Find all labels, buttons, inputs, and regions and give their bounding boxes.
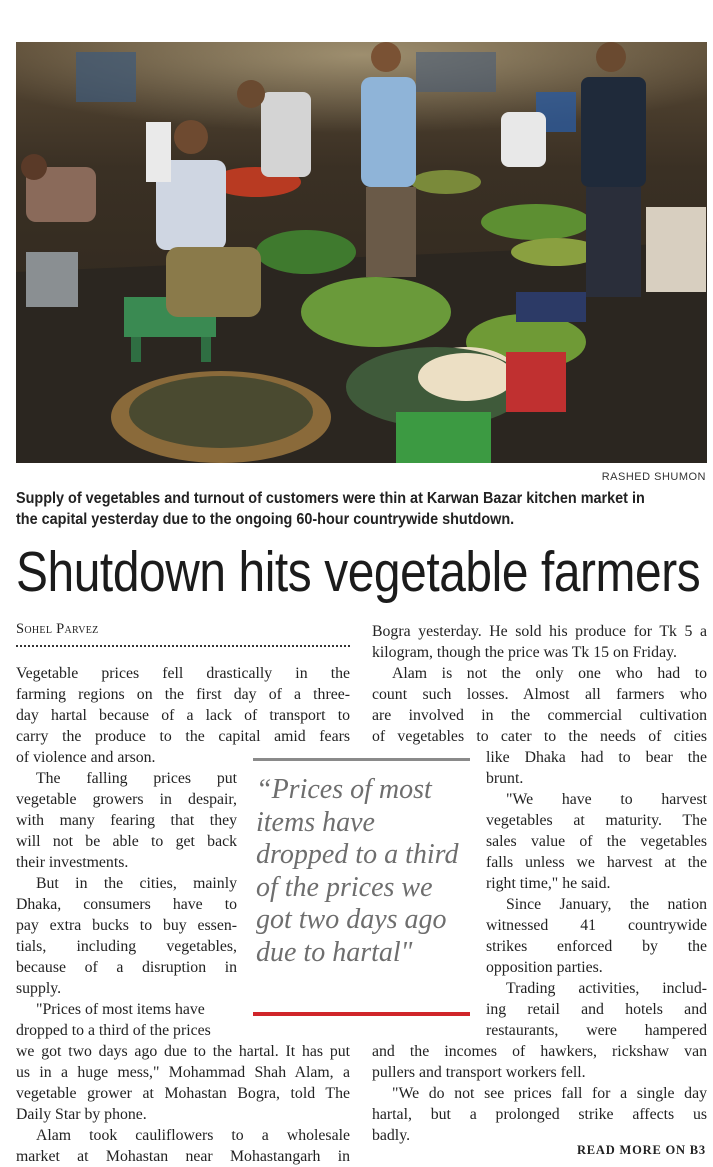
text-line: Bogra yesterday. He sold his produce for Tk 5 a [372, 623, 707, 640]
text-line: Since January, the nation [506, 896, 707, 913]
text-line: kilogram, though the price was Tk 15 on Friday. [372, 644, 677, 661]
text-line: us in a huge mess," Mohammad Shah Alam, a [16, 1064, 350, 1081]
text-line: "Prices of most items have [36, 1001, 205, 1018]
text-line: supply. [16, 980, 62, 997]
text-line: strikes enforced by the [486, 938, 707, 955]
market-photo [16, 42, 707, 463]
text-line: their investments. [16, 854, 129, 871]
text-line: right time," he said. [486, 875, 611, 892]
text-line: hartal, but a prolonged strike affects us [372, 1106, 707, 1123]
text-line: of vegetables to cater to the needs of cities [372, 728, 707, 745]
text-line: with many fearing that they [16, 812, 237, 829]
text-line: brunt. [486, 770, 524, 787]
text-line: pay extra bucks to buy essen- [16, 917, 237, 934]
text-line: Vegetable prices fell drastically in the [16, 665, 350, 682]
pull-quote: “Prices of most items have dropped to a third of the prices we got two days ago due to hartal" [256, 774, 459, 968]
text-line: The falling prices put [36, 770, 237, 787]
text-line: vegetable growers in despair, [16, 791, 237, 808]
text-line: Alam took cauliflowers to a wholesale [36, 1127, 350, 1144]
text-line: carry the produce to the capital amid fears [16, 728, 350, 745]
text-line: Daily Star by phone. [16, 1106, 147, 1123]
text-line: and the incomes of hawkers, rickshaw van [372, 1043, 707, 1060]
text-line: Alam is not the only one who had to [392, 665, 707, 682]
text-line: dropped to a third of the prices [16, 1022, 211, 1039]
text-line: farming regions on the first day of a three- [16, 686, 350, 703]
text-line: count such losses. Almost all farmers who [372, 686, 707, 703]
text-line: Dhaka, consumers have to [16, 896, 237, 913]
text-line: we got two days ago due to the hartal. It has put [16, 1043, 350, 1060]
text-line: will not be able to get back [16, 833, 237, 850]
pull-quote-bottom-rule [253, 1012, 470, 1016]
text-line: market at Mohastan near Mohastangarh in [16, 1148, 350, 1165]
text-line: tials, including vegetables, [16, 938, 237, 955]
text-line: of violence and arson. [16, 749, 156, 766]
pull-quote-top-rule [253, 758, 470, 761]
text-line: are involved in the commercial cultivation [372, 707, 707, 724]
text-line: But in the cities, mainly [36, 875, 237, 892]
text-line: pullers and transport workers fell. [372, 1064, 586, 1081]
photo-credit: RASHED SHUMON [601, 471, 706, 483]
text-line: because of a disruption in [16, 959, 237, 976]
read-more-link[interactable]: READ MORE ON B3 [576, 1143, 706, 1157]
market-photo-illustration [16, 42, 707, 463]
text-line: vegetable grower at Mohastan Bogra, told The [16, 1085, 350, 1102]
text-line: like Dhaka had to bear the [486, 749, 707, 766]
byline-divider [16, 645, 350, 647]
byline: Sohel Parvez [16, 621, 99, 637]
text-line: day hartal because of a lack of transport to [16, 707, 350, 724]
text-line: "We do not see prices fall for a single day [392, 1085, 707, 1102]
text-line: "We have to harvest [506, 791, 707, 808]
headline: Shutdown hits vegetable farmers [16, 540, 701, 604]
text-line: sales value of the vegetables [486, 833, 707, 850]
photo-caption: Supply of vegetables and turnout of customers were thin at Karwan Bazar kitchen market in the capital yesterday due to the ongoing 60-hour countrywide shutdown. [16, 490, 645, 528]
text-line: opposition parties. [486, 959, 603, 976]
pull-quote-box [253, 758, 470, 1016]
text-line: vegetables at maturity. The [486, 812, 707, 829]
text-line: ing retail and hotels and [486, 1001, 707, 1018]
text-line: falls unless we harvest at the [486, 854, 707, 871]
text-line: witnessed 41 countrywide [486, 917, 707, 934]
text-line: Trading activities, includ- [506, 980, 707, 997]
text-line: badly. [372, 1127, 411, 1144]
text-line: restaurants, were hampered [486, 1022, 707, 1039]
